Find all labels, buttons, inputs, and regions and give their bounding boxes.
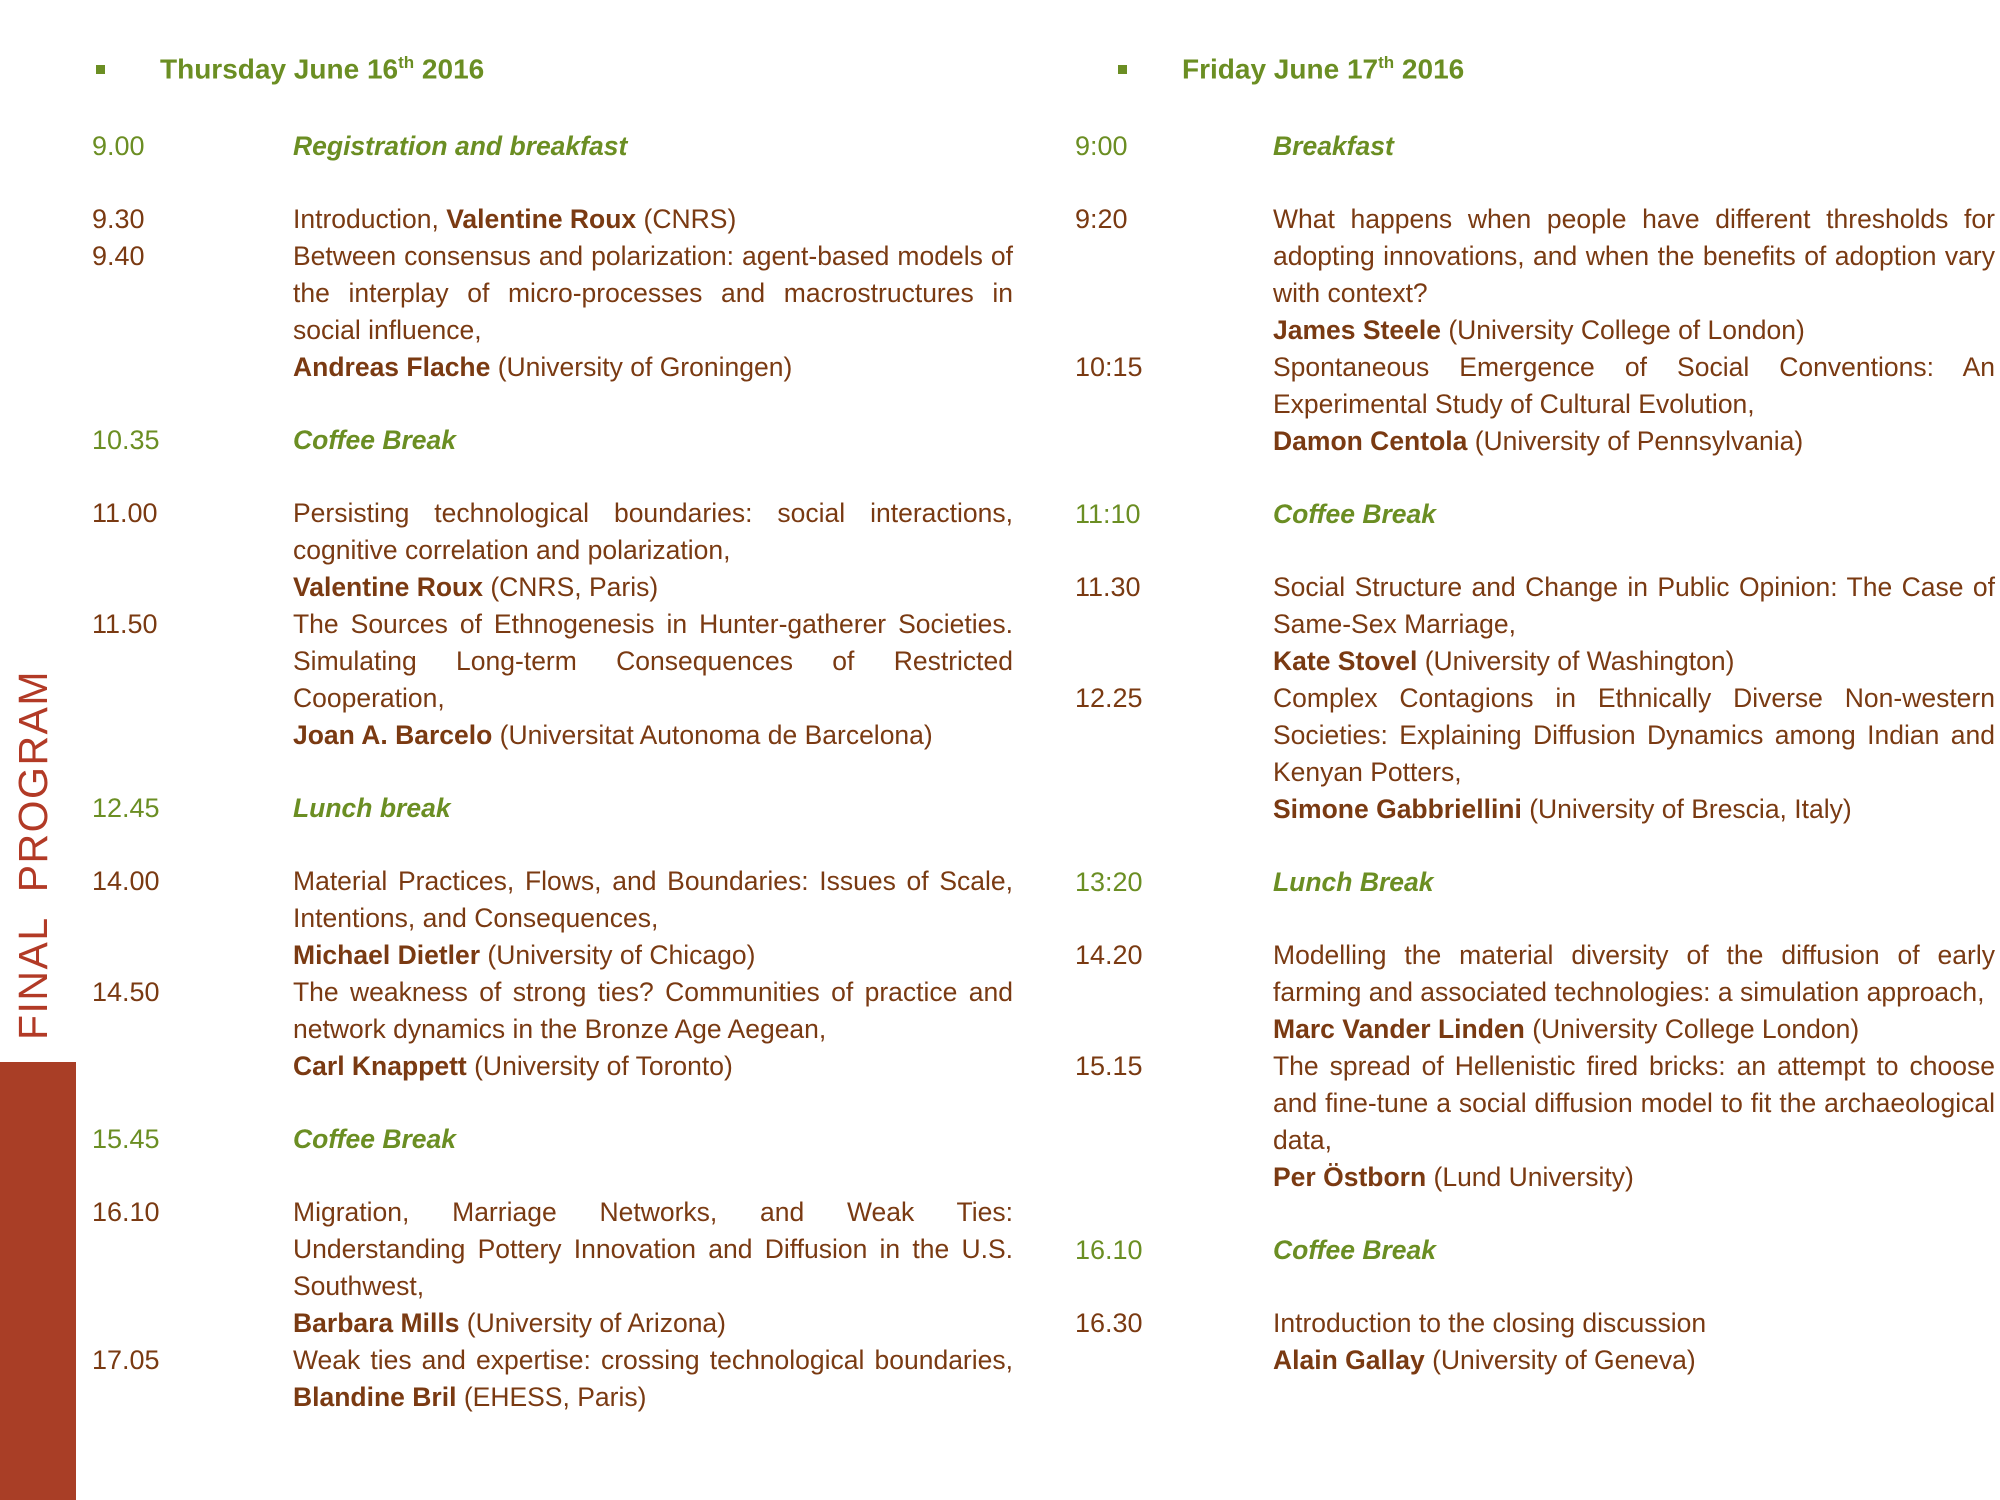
schedule-entry-talk (0, 238, 1040, 386)
square-bullet-icon (96, 65, 105, 74)
entry-time: 9.00 (92, 131, 145, 161)
break-label: Coffee Break (293, 1124, 456, 1154)
schedule-entry-talk (0, 1342, 1040, 1416)
entry-time: 14.20 (1075, 940, 1143, 970)
talk-description (293, 974, 1013, 1085)
speaker-name: Carl Knappett (293, 1051, 467, 1081)
schedule-entry-break (1040, 1232, 2000, 1269)
friday-schedule (1040, 128, 2000, 1415)
talk-title: The weakness of strong ties? Communities of practice and network dynamics in the Bronze Age Aegean, (293, 977, 1013, 1044)
schedule-entry-talk (0, 863, 1040, 974)
entry-time: 13:20 (1075, 867, 1143, 897)
break-label: Coffee Break (293, 425, 456, 455)
speaker-name: Michael Dietler (293, 940, 481, 970)
schedule-entry-talk (0, 495, 1040, 606)
speaker-affiliation: (Lund University) (1426, 1162, 1634, 1192)
speaker-affiliation: (University College London) (1524, 1014, 1860, 1044)
day-title: Friday June 17th 2016 (1182, 53, 1465, 85)
speaker-affiliation: (University of Groningen) (490, 352, 793, 382)
talk-description (293, 238, 1013, 386)
speaker-name: Valentine Roux (293, 572, 483, 602)
talk-title: Persisting technological boundaries: social interactions, cognitive correlation and polarization, (293, 498, 1013, 565)
schedule-entry-break (0, 422, 1040, 459)
entry-time: 9:20 (1075, 204, 1128, 234)
talk-title: Social Structure and Change in Public Opinion: The Case of Same-Sex Marriage, (1273, 572, 1995, 639)
schedule-entry-talk (0, 201, 1040, 238)
speaker-name: Blandine Bril (293, 1382, 457, 1412)
speaker-affiliation: (University of Toronto) (466, 1051, 733, 1081)
schedule-entry-talk (0, 1194, 1040, 1342)
schedule-entry-talk (1040, 937, 2000, 1048)
entry-time: 11:10 (1075, 499, 1141, 529)
talk-title: Material Practices, Flows, and Boundaries: Issues of Scale, Intentions, and Consequences, (293, 866, 1013, 933)
talk-description (1273, 569, 1995, 680)
speaker-name: Damon Centola (1273, 426, 1468, 456)
schedule-entry-break (1040, 864, 2000, 901)
speaker-affiliation: (CNRS, Paris) (482, 572, 659, 602)
entry-time: 10:15 (1075, 352, 1143, 382)
day-title: Thursday June 16th 2016 (160, 53, 485, 85)
talk-description (293, 863, 1013, 974)
talk-title: Modelling the material diversity of the diffusion of early farming and associated technologies: a simulation approach, (1273, 940, 1995, 1007)
thursday-heading (96, 53, 484, 85)
entry-time: 15.45 (92, 1124, 160, 1154)
program-word: PROGRAM (10, 669, 56, 893)
schedule-entry-break (0, 1121, 1040, 1158)
break-label: Breakfast (1273, 131, 1394, 161)
schedule-entry-break (1040, 128, 2000, 165)
speaker-name: Joan A. Barcelo (293, 720, 493, 750)
schedule-entry-break (0, 128, 1040, 165)
talk-title: The Sources of Ethnogenesis in Hunter-gatherer Societies. Simulating Long-term Consequences of Restricted Cooperation, (293, 609, 1013, 713)
schedule-entry-break (0, 790, 1040, 827)
talk-description (1273, 1048, 1995, 1196)
schedule-entry-talk (1040, 680, 2000, 828)
talk-title: Migration, Marriage Networks, and Weak Ties: Understanding Pottery Innovation and Diffusion in the U.S. Southwest, (293, 1197, 1013, 1301)
entry-time: 9.30 (92, 204, 145, 234)
speaker-affiliation: (University of Washington) (1417, 646, 1735, 676)
speaker-affiliation: (University of Chicago) (480, 940, 756, 970)
talk-description (1273, 937, 1995, 1048)
speaker-name: Simone Gabbriellini (1273, 794, 1522, 824)
schedule-entry-talk (1040, 349, 2000, 460)
schedule-entry-talk (1040, 569, 2000, 680)
speaker-name: James Steele (1273, 315, 1441, 345)
schedule-entry-talk (1040, 1048, 2000, 1196)
talk-description (293, 606, 1013, 754)
speaker-name: Kate Stovel (1273, 646, 1418, 676)
entry-time: 10.35 (92, 425, 160, 455)
speaker-affiliation: (University of Pennsylvania) (1467, 426, 1804, 456)
talk-description (1273, 349, 1995, 460)
entry-time: 16.10 (1075, 1235, 1143, 1265)
entry-time: 12.25 (1075, 683, 1143, 713)
talk-description (1273, 201, 1995, 349)
break-label: Coffee Break (1273, 1235, 1436, 1265)
speaker-name: Alain Gallay (1273, 1345, 1425, 1375)
talk-description (1273, 680, 1995, 828)
thursday-schedule (0, 128, 1040, 1452)
entry-time: 16.10 (92, 1197, 160, 1227)
speaker-affiliation: (University of Geneva) (1424, 1345, 1696, 1375)
schedule-entry-talk (1040, 201, 2000, 349)
talk-title: Spontaneous Emergence of Social Conventions: An Experimental Study of Cultural Evolution, (1273, 352, 1995, 419)
entry-time: 9.40 (92, 241, 145, 271)
talk-title: Introduction to the closing discussion (1273, 1308, 1707, 1338)
entry-time: 9:00 (1075, 131, 1128, 161)
entry-time: 12.45 (92, 793, 160, 823)
entry-time: 11.50 (92, 609, 158, 639)
entry-time: 17.05 (92, 1345, 160, 1375)
schedule-entry-talk (0, 974, 1040, 1085)
speaker-name: Valentine Roux (446, 204, 637, 234)
entry-time: 11.00 (92, 498, 158, 528)
talk-description (293, 495, 1013, 606)
speaker-name: Marc Vander Linden (1273, 1014, 1525, 1044)
friday-heading (1118, 53, 1464, 85)
talk-description: Weak ties and expertise: crossing technological boundaries, Blandine Bril (EHESS, Paris) (293, 1345, 1013, 1412)
break-label: Lunch Break (1273, 867, 1434, 897)
talk-description: Introduction, Valentine Roux (CNRS) (293, 204, 737, 234)
schedule-entry-talk (1040, 1305, 2000, 1379)
speaker-affiliation: (University of Brescia, Italy) (1521, 794, 1852, 824)
talk-title: What happens when people have different thresholds for adopting innovations, and when the benefits of adoption vary with context? (1273, 204, 1995, 308)
talk-description (1273, 1305, 1995, 1379)
speaker-affiliation: (University of Arizona) (459, 1308, 726, 1338)
speaker-affiliation: (Universitat Autonoma de Barcelona) (492, 720, 933, 750)
entry-time: 11.30 (1075, 572, 1141, 602)
break-label: Lunch break (293, 793, 451, 823)
entry-time: 15.15 (1075, 1051, 1143, 1081)
final-word: FINAL (10, 916, 56, 1040)
talk-title: The spread of Hellenistic fired bricks: an attempt to choose and fine-tune a social diffusion model to fit the archaeological data, (1273, 1051, 1995, 1155)
entry-time: 14.00 (92, 866, 160, 896)
speaker-affiliation: (University College of London) (1440, 315, 1805, 345)
schedule-entry-talk (0, 606, 1040, 754)
square-bullet-icon (1118, 65, 1127, 74)
talk-title: Between consensus and polarization: agent-based models of the interplay of micro-processes and macrostructures in social influence, (293, 241, 1013, 345)
entry-time: 14.50 (92, 977, 160, 1007)
speaker-name: Per Östborn (1273, 1162, 1427, 1192)
talk-title: Complex Contagions in Ethnically Diverse Non-western Societies: Explaining Diffusion Dynamics among Indian and Kenyan Potters, (1273, 683, 1995, 787)
entry-time: 16.30 (1075, 1308, 1143, 1338)
schedule-entry-break (1040, 496, 2000, 533)
speaker-name: Barbara Mills (293, 1308, 460, 1338)
break-label: Registration and breakfast (293, 131, 628, 161)
talk-description (293, 1194, 1013, 1342)
break-label: Coffee Break (1273, 499, 1436, 529)
speaker-name: Andreas Flache (293, 352, 491, 382)
